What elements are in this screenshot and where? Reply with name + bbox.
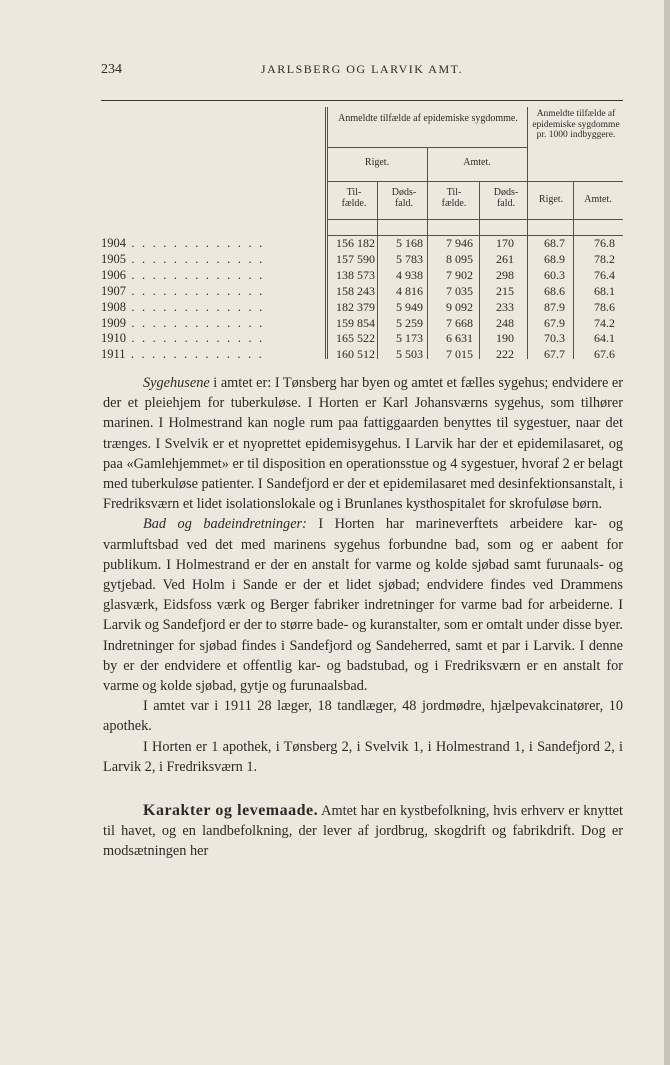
cell-amtet-dods: 298 [496,267,514,282]
cell-amtet-dods: 190 [496,331,514,346]
header-dodsfald-amtet: Døds-fald. [493,187,519,209]
row-year-label: 1907 . . . . . . . . . . . . . [101,283,265,298]
cell-per-riget: 68.7 [544,236,565,250]
cell-riget-tilf: 182 379 [336,299,375,314]
cell-riget-tilf: 138 573 [336,267,375,282]
header-dodsfald-riget: Døds-fald. [391,187,417,209]
row-year-label: 1905 . . . . . . . . . . . . . [101,251,265,266]
header-tilfaelde-amtet: Til-fælde. [441,187,467,209]
row-year-label: 1904 . . . . . . . . . . . . . [101,236,265,250]
year: 1910 [101,331,126,346]
cell-per-amtet: 67.6 [594,347,615,362]
cell-riget-dods: 5 168 [396,236,423,250]
cell-amtet-tilf: 7 015 [446,347,473,362]
cell-riget-tilf: 158 243 [336,283,375,298]
cell-riget-dods: 4 938 [396,267,423,282]
cell-amtet-dods: 215 [496,283,514,298]
row-year-label: 1910 . . . . . . . . . . . . . [101,331,265,346]
header-tilfaelde-riget: Til-fælde. [341,187,367,209]
paragraph-karakter: Karakter og levemaade. Amtet har en kystbefolkning, hvis erhverv er knyttet til havet, og en landbefolkning, der lever af jordbrug, skogdrift og fabrikdrift. Dog er modsætningen her [103,802,623,860]
cell-riget-tilf: 156 182 [336,236,375,250]
paragraph-sygehusene: Sygehusene i amtet er: I Tønsberg har byen og amtet et fælles sygehus; endvidere er der et pleiehjem for tuberkuløse. I Horten er Karl Johansværns sygehus, som tilhører marinen. I Holmestrand kan nogle rum paa fattiggaarden benyttes til sygestuer, naar det trænges. I Svelvik er et nyoprettet epidemisygehus. I Larvik har der et epidemilasaret, og paa «Gamlehjemmet» er til disposition en operationsstue og 4 sygestuer, hvoraf 2 er belagt med tuberkuløse patienter. I Sandefjord er der et epidemilasaret med desinfektionsanstalt, i Fredriksværn et lidet isolationslokale og i Brunlanes kysthospitalet for skrofuløse børn. [103,375,623,513]
year: 1904 [101,236,126,250]
paragraph-medical-staff: I amtet var i 1911 28 læger, 18 tandlæger, 48 jordmødre, hjælpevakcinatører, 10 apothek. [103,698,623,735]
page-header [101,62,623,82]
cell-riget-tilf: 157 590 [336,251,375,266]
cell-amtet-tilf: 7 946 [446,236,473,250]
cell-riget-dods: 4 816 [396,283,423,298]
lead-sygehusene: Sygehusene [143,375,210,391]
cell-amtet-tilf: 7 035 [446,283,473,298]
year: 1905 [101,251,126,266]
cell-per-riget: 70.3 [544,331,565,346]
year: 1907 [101,283,126,298]
year: 1908 [101,299,126,314]
cell-per-riget: 67.9 [544,315,565,330]
cell-per-riget: 60.3 [544,267,565,282]
header-per-riget: Riget. [538,194,564,205]
page-number: 234 [101,62,122,77]
cell-amtet-dods: 261 [496,251,514,266]
paragraph-bad: Bad og badeindretninger: I Horten har marineverftets arbeidere kar- og varmluftsbad ved det med marinens sygehus forbundne bad, som og er aabent for publikum. I Holmestrand er der en anstalt for varme og kolde sjøbad samt furunaals- og gytjebad. Ved Holm i Sande er der et lidet sjøbad; endvidere findes ved Drammens glasværk, Eidsfoss værk og Berger fabriker indretninger for varme bad for arbeiderne. I Larvik og Sandefjord er der to større bade- og kuranstalter, som er omtalt under disse byer. Indretninger for sjøbad findes i Sandefjord og Sandeherred, samt et par i Larvik. I denne by er der endvidere et offentlig kar- og badstubad, og i Fredriksværn er en anstalt for varme og kolde sjøbad, gytje og furunaalsbad. [103,516,623,695]
header-group-per-1000: Anmeldte tilfælde af epidemiske sygdomme pr. 1000 indbyggere. [532,109,620,140]
cell-per-amtet: 68.1 [594,283,615,298]
lead-bad: Bad og badeindretninger: [143,516,307,533]
cell-riget-tilf: 165 522 [336,331,375,346]
cell-per-amtet: 64.1 [594,331,615,346]
cell-amtet-dods: 222 [496,347,514,362]
paragraph-apothek: I Horten er 1 apothek, i Tønsberg 2, i Svelvik 1, i Holmestrand 1, i Sandefjord 2, i Larvik 2, i Fredriksværn 1. [103,738,623,775]
section-title-karakter: Karakter og levemaade. [143,802,319,820]
cell-riget-dods: 5 783 [396,251,423,266]
cell-amtet-tilf: 6 631 [446,331,473,346]
cell-per-riget: 68.6 [544,283,565,298]
cell-amtet-tilf: 7 902 [446,267,473,282]
cell-amtet-dods: 233 [496,299,514,314]
cell-per-riget: 87.9 [544,299,565,314]
cell-per-amtet: 74.2 [594,315,615,330]
cell-riget-tilf: 159 854 [336,315,375,330]
header-riget: Riget. [364,157,390,168]
year: 1906 [101,267,126,282]
row-year-label: 1909 . . . . . . . . . . . . . [101,315,265,330]
cell-per-amtet: 78.2 [594,251,615,266]
year: 1909 [101,315,126,330]
cell-riget-dods: 5 949 [396,299,423,314]
row-year-label: 1911 . . . . . . . . . . . . . [101,347,264,362]
cell-per-amtet: 76.4 [594,267,615,282]
cell-per-riget: 67.7 [544,347,565,362]
header-group-cases: Anmeldte tilfælde af epidemiske sygdomme. [338,113,518,124]
year: 1911 [101,347,126,362]
cell-amtet-dods: 170 [496,236,514,250]
header-amtet: Amtet. [463,157,491,168]
cell-per-riget: 68.9 [544,251,565,266]
cell-per-amtet: 78.6 [594,299,615,314]
cell-riget-dods: 5 503 [396,347,423,362]
body-text [103,373,623,862]
epidemic-table [101,101,623,362]
cell-per-amtet: 76.8 [594,236,615,250]
cell-amtet-tilf: 7 668 [446,315,473,330]
cell-amtet-tilf: 9 092 [446,299,473,314]
row-year-label: 1906 . . . . . . . . . . . . . [101,267,265,282]
header-per-amtet: Amtet. [584,194,612,205]
row-year-label: 1908 . . . . . . . . . . . . . [101,299,265,314]
page-edge [664,0,670,1065]
cell-amtet-tilf: 8 095 [446,251,473,266]
cell-amtet-dods: 248 [496,315,514,330]
cell-riget-dods: 5 173 [396,331,423,346]
cell-riget-tilf: 160 512 [336,347,375,362]
running-head: JARLSBERG OG LARVIK AMT. [260,62,464,76]
cell-riget-dods: 5 259 [396,315,423,330]
